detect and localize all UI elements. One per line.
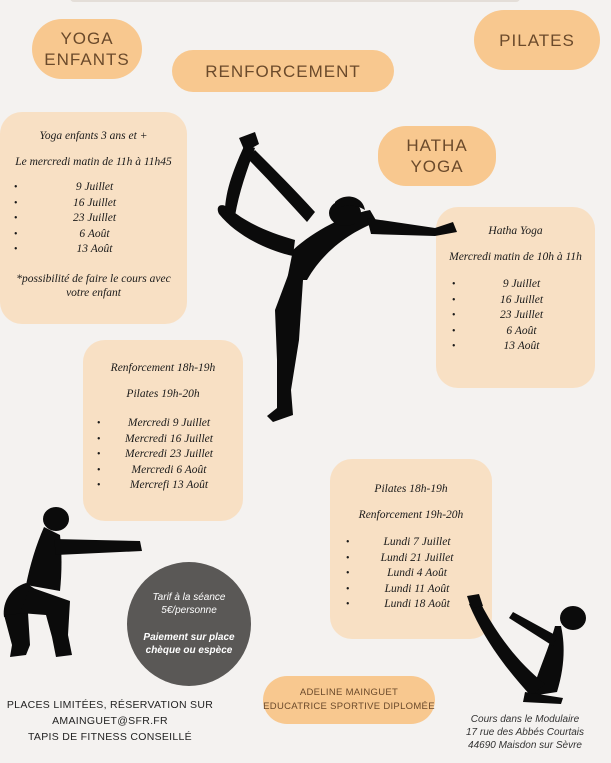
pill-yoga-enfants-line1: YOGA [60,29,114,48]
list-item: • 6 Août [452,324,577,340]
pill-pilates-label: PILATES [499,30,575,50]
card-yoga-enfants [0,112,187,324]
tarif-price: 5€/personne [161,605,217,616]
card-yoga-title: Yoga enfants 3 ans et + [39,130,148,142]
squat-silhouette-icon [0,505,150,665]
card-yoga-note: *possibilité de faire le cours avec votre enfant [16,272,171,299]
card-pilates-line2: Renforcement 19h-20h [358,509,464,521]
pill-hatha-line1: HATHA [406,136,468,155]
tarif-methods: chèque ou espèce [145,645,233,656]
pill-pilates [474,10,600,70]
list-item: • 13 Août [14,242,161,258]
list-item: • Lundi 7 Juillet [346,535,474,551]
list-item: • 6 Août [14,227,161,243]
list-item: • 16 Juillet [14,196,161,212]
card-hatha-schedule: Mercredi matin de 10h à 11h [449,251,582,263]
boat-pose-silhouette-icon [465,592,605,707]
reservation-info [0,697,220,745]
coach-pill [263,676,435,724]
list-item: • Mercredi 6 Août [97,463,227,479]
list-item: • Mercredi 23 Juillet [97,447,227,463]
yoga-dancer-pose-silhouette-icon [195,130,460,430]
card-renfo-line2: Pilates 19h-20h [126,388,200,400]
card-renfo-line1: Renforcement 18h-19h [110,362,216,374]
card-hatha-title: Hatha Yoga [488,225,543,237]
list-item: • Lundi 21 Juillet [346,551,474,567]
card-yoga-dates [8,180,179,258]
cropped-title-fragment [70,0,520,2]
list-item: • 16 Juillet [452,293,577,309]
coach-title: EDUCATRICE SPORTIVE DIPLOMÉE [263,701,435,712]
pill-yoga-enfants [32,19,142,79]
card-pilates-dates [338,535,484,613]
tapis-text: TAPIS DE FITNESS CONSEILLÉ [28,731,192,743]
list-item: • 23 Juillet [14,211,161,227]
tarif-badge [127,562,251,686]
list-item: • 13 Août [452,339,577,355]
list-item: • Mercrefi 13 Août [97,478,227,494]
tarif-label: Tarif à la séance [152,592,226,603]
list-item: • 9 Juillet [452,277,577,293]
address-line3: 44690 Maisdon sur Sèvre [468,740,582,751]
tarif-payment: Paiement sur place [143,632,235,643]
list-item: • Lundi 18 Août [346,597,474,613]
address-block [445,713,605,752]
list-item: • 9 Juillet [14,180,161,196]
list-item: • 23 Juillet [452,308,577,324]
pill-renforcement [172,50,394,92]
list-item: • Lundi 11 Août [346,582,474,598]
pill-renforcement-label: RENFORCEMENT [205,61,361,81]
reservation-email[interactable]: AMAINGUET@SFR.FR [52,715,168,727]
card-pilates-line1: Pilates 18h-19h [374,483,448,495]
address-line1: Cours dans le Modulaire [470,714,580,725]
pill-yoga-enfants-line2: ENFANTS [44,50,130,69]
coach-name: ADELINE MAINGUET [299,687,399,698]
list-item: • Mercredi 9 Juillet [97,416,227,432]
list-item: • Mercredi 16 Juillet [97,432,227,448]
card-yoga-schedule: Le mercredi matin de 11h à 11h45 [15,156,172,168]
places-text: PLACES LIMITÉES, RÉSERVATION SUR [6,699,214,711]
address-line2: 17 rue des Abbés Courtais [465,727,585,738]
card-hatha-dates [444,277,587,355]
list-item: • Lundi 4 Août [346,566,474,582]
pill-hatha-line2: YOGA [410,157,464,176]
